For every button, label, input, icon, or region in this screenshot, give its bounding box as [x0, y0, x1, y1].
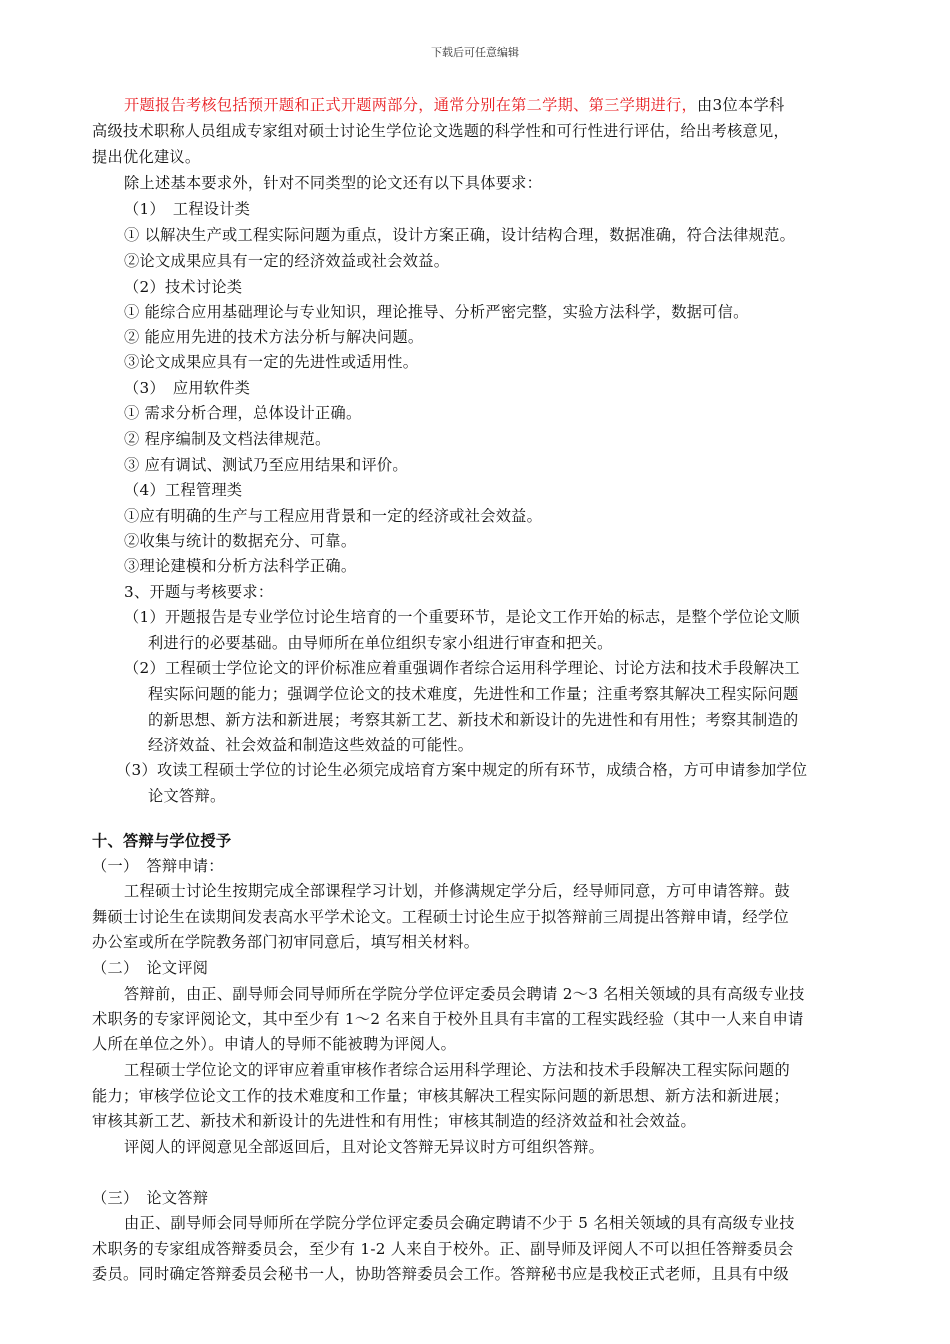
- requirement-line: 的新思想、新方法和新进展；考察其新工艺、新技术和新设计的先进性和有用性；考察其制造的: [148, 711, 799, 729]
- paragraph-line: 舞硕士讨论生在读期间发表高水平学术论文。工程硕士讨论生应于拟答辩前三周提出答辩申请，经学位: [92, 908, 789, 926]
- paragraph-line: 人所在单位之外）。申请人的导师不能被聘为评阅人。: [92, 1035, 457, 1053]
- paragraph-line: 能力；审核学位论文工作的技术难度和工作量；审核其解决工程实际问题的新思想、新方法和新进展；: [92, 1087, 789, 1105]
- list-item: ③论文成果应具有一定的先进性或适用性。: [124, 353, 419, 371]
- paragraph-line: 委员。同时确定答辩委员会秘书一人，协助答辩委员会工作。答辩秘书应是我校正式老师，且具有中级: [92, 1265, 789, 1283]
- paragraph-line: 由正、副导师会同导师所在学院分学位评定委员会确定聘请不少于 5 名相关领域的具有高级专业技: [124, 1214, 795, 1232]
- chapter-heading: 十、答辩与学位授予: [92, 832, 232, 850]
- list-item: ① 以解决生产或工程实际问题为重点，设计方案正确，设计结构合理，数据准确，符合法律规范。: [124, 226, 796, 244]
- list-item: ②论文成果应具有一定的经济效益或社会效益。: [124, 252, 450, 270]
- list-item: ② 程序编制及文档法律规范。: [124, 430, 331, 448]
- list-item: ② 能应用先进的技术方法分析与解决问题。: [124, 328, 424, 346]
- requirement-line: （1）开题报告是专业学位讨论生培育的一个重要环节，是论文工作开始的标志，是整个学位论文顺: [124, 608, 800, 626]
- paragraph-line: 工程硕士学位论文的评审应着重审核作者综合运用科学理论、方法和技术手段解决工程实际问题的: [124, 1061, 790, 1079]
- category-title: （1） 工程设计类: [124, 200, 251, 218]
- list-item: ① 能综合应用基础理论与专业知识，理论推导、分析严密完整，实验方法科学，数据可信。: [124, 303, 749, 321]
- list-item: ①应有明确的生产与工程应用背景和一定的经济或社会效益。: [124, 507, 543, 525]
- paragraph-line: 除上述基本要求外，针对不同类型的论文还有以下具体要求：: [124, 174, 543, 192]
- section-title: 3、开题与考核要求：: [124, 583, 274, 601]
- paragraph-line: 提出优化建议。: [92, 148, 201, 166]
- requirement-line: 利进行的必要基础。由导师所在单位组织专家小组进行审查和把关。: [148, 634, 613, 652]
- paragraph-line: 审核其新工艺、新技术和新设计的先进性和有用性；审核其制造的经济效益和社会效益。: [92, 1112, 697, 1130]
- paragraph-line: 术职务的专家评阅论文，其中至少有 1～2 名来自于校外且具有丰富的工程实践经验（其中一人来自申请: [92, 1010, 804, 1028]
- paragraph-line: 术职务的专家组成答辩委员会，至少有 1-2 人来自于校外。正、副导师及评阅人不可以担任答辩委员会: [92, 1240, 794, 1258]
- requirement-line: （3）攻读工程硕士学位的讨论生必须完成培育方案中规定的所有环节，成绩合格，方可申请参加学位: [116, 761, 808, 779]
- paragraph-line: 评阅人的评阅意见全部返回后，且对论文答辩无异议时方可组织答辩。: [124, 1138, 605, 1156]
- paragraph-line: 办公室或所在学院教务部门初审同意后，填写相关材料。: [92, 933, 480, 951]
- list-item: ① 需求分析合理，总体设计正确。: [124, 404, 362, 422]
- subsection-title: （二） 论文评阅: [92, 959, 209, 977]
- paragraph-line: 高级技术职称人员组成专家组对硕士讨论生学位论文选题的科学性和可行性进行评估，给出考核意见，: [92, 122, 789, 140]
- text-span: 由3位本学科: [697, 96, 785, 114]
- page-header: 下载后可任意编辑: [431, 46, 519, 59]
- category-title: （4）工程管理类: [124, 481, 243, 499]
- category-title: （3） 应用软件类: [124, 379, 251, 397]
- list-item: ②收集与统计的数据充分、可靠。: [124, 532, 357, 550]
- requirement-line: （2）工程硕士学位论文的评价标准应着重强调作者综合运用科学理论、讨论方法和技术手段解决工: [124, 659, 800, 677]
- category-title: （2）技术讨论类: [124, 278, 243, 296]
- highlighted-text: 开题报告考核包括预开题和正式开题两部分，通常分别在第二学期、第三学期进行，: [124, 96, 698, 114]
- subsection-title: （一） 答辩申请：: [92, 857, 224, 875]
- requirement-line: 论文答辩。: [148, 787, 226, 805]
- paragraph-line: [124, 92, 784, 118]
- paragraph-line: 工程硕士讨论生按期完成全部课程学习计划，并修满规定学分后，经导师同意，方可申请答辩。鼓: [124, 882, 790, 900]
- list-item: ③理论建模和分析方法科学正确。: [124, 557, 357, 575]
- subsection-title: （三） 论文答辩: [92, 1189, 209, 1207]
- requirement-line: 经济效益、社会效益和制造这些效益的可能性。: [148, 736, 474, 754]
- paragraph-line: 答辩前，由正、副导师会同导师所在学院分学位评定委员会聘请 2～3 名相关领域的具有高级专业技: [124, 985, 805, 1003]
- list-item: ③ 应有调试、测试乃至应用结果和评价。: [124, 456, 408, 474]
- requirement-line: 程实际问题的能力；强调学位论文的技术难度，先进性和工作量；注重考察其解决工程实际问题: [148, 685, 799, 703]
